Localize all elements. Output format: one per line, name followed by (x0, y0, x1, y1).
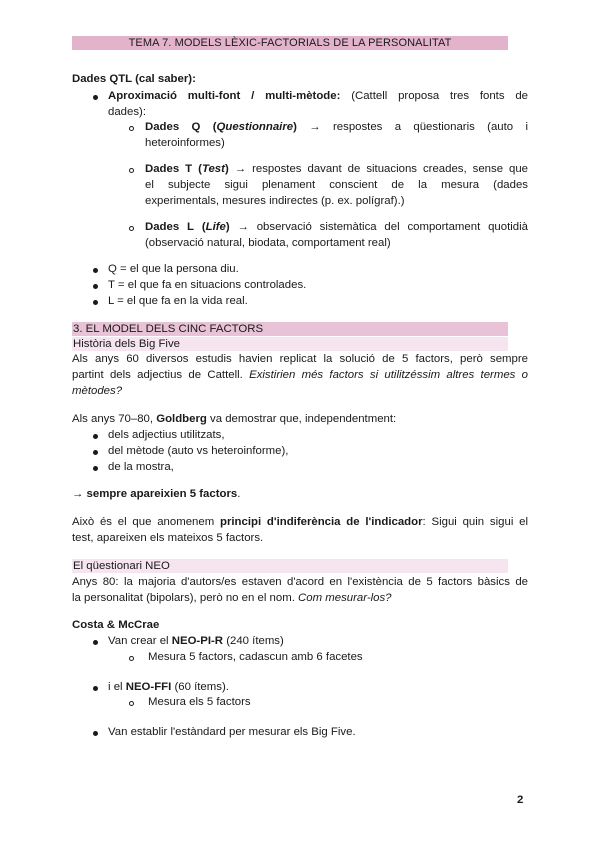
list-item: i el NEO-FFI (60 ítems). (108, 681, 229, 693)
summary-item: Q = el que la persona diu. (108, 263, 239, 275)
bullet-icon (93, 731, 98, 736)
circle-bullet-icon (129, 226, 134, 231)
circle-bullet-icon (129, 168, 134, 173)
paragraph-line: mètodes? (72, 385, 123, 397)
list-item: Van crear el NEO-PI-R (240 ítems) (108, 635, 284, 647)
conclusion: → sempre apareixien 5 factors. (72, 488, 241, 500)
data-l-line-1: Dades L (Life) → observació sistemàtica del comportament quotidià (145, 221, 528, 233)
subsection-heading: Història dels Big Five (72, 337, 508, 351)
page-number: 2 (517, 794, 524, 806)
bullet-icon (93, 640, 98, 645)
list-item: del mètode (auto vs heteroinforme), (108, 445, 289, 457)
list-item: de la mostra, (108, 461, 174, 473)
data-t-line-1: Dades T (Test) → respostes davant de situacions creades, sense que (145, 163, 529, 175)
approach-line-1: Aproximació multi-font / multi-mètode: (Cattell proposa tres fonts de (108, 90, 528, 102)
summary-item: L = el que fa en la vida real. (108, 295, 248, 307)
paragraph-line: test, apareixen els mateixos 5 factors. (72, 532, 264, 544)
list-item: dels adjectius utilitzats, (108, 429, 225, 441)
approach-line-2: dades): (108, 106, 146, 118)
paragraph-line: Això és el que anomenem principi d'indiferència de l'indicador: Sigui quin sigui el (72, 516, 528, 528)
bullet-icon (93, 450, 98, 455)
list-subitem: Mesura 5 factors, cadascun amb 6 facetes (148, 651, 363, 663)
circle-bullet-icon (129, 126, 134, 131)
list-item: Van establir l'estàndard per mesurar els Big Five. (108, 726, 356, 738)
bullet-icon (93, 434, 98, 439)
paragraph-line: partint dels adjectius de Cattell. Existirien més factors si utilitzéssim altres termes o (72, 369, 528, 381)
paragraph-line: Als anys 60 diversos estudis havien replicat la solució de 5 factors, però sempre (72, 353, 528, 365)
circle-bullet-icon (129, 701, 134, 706)
bullet-icon (93, 268, 98, 273)
bullet-icon (93, 300, 98, 305)
bullet-icon (93, 686, 98, 691)
subsection-heading: El qüestionari NEO (72, 559, 508, 573)
data-q-line-1: Dades Q (Questionnaire) → respostes a qüestionaris (auto i (145, 121, 528, 133)
paragraph-line: la personalitat (bipolars), però no en el nom. Com mesurar-los? (72, 592, 392, 604)
paragraph-line: Anys 80: la majoria d'autors/es estaven d'acord en l'existència de 5 factors bàsics de (72, 576, 528, 588)
circle-bullet-icon (129, 656, 134, 661)
data-q-line-2: heteroinformes) (145, 137, 225, 149)
data-t-line-2: el subjecte sigui plenament conscient de la mesura (dades (145, 179, 528, 191)
paragraph-line: Als anys 70–80, Goldberg va demostrar que, independentment: (72, 413, 397, 425)
chapter-title: TEMA 7. MODELS LÈXIC-FACTORIALS DE LA PERSONALITAT (72, 36, 508, 50)
bullet-icon (93, 466, 98, 471)
qtl-heading: Dades QTL (cal saber): (72, 73, 196, 85)
subheading: Costa & McCrae (72, 619, 160, 631)
list-subitem: Mesura els 5 factors (148, 696, 251, 708)
bullet-icon (93, 95, 98, 100)
data-l-line-2: (observació natural, biodata, comportament real) (145, 237, 391, 249)
section-heading: 3. EL MODEL DELS CINC FACTORS (72, 322, 508, 336)
data-t-line-3: experimentals, mesures indirectes (p. ex. polígraf).) (145, 195, 405, 207)
summary-item: T = el que fa en situacions controlades. (108, 279, 307, 291)
bullet-icon (93, 284, 98, 289)
